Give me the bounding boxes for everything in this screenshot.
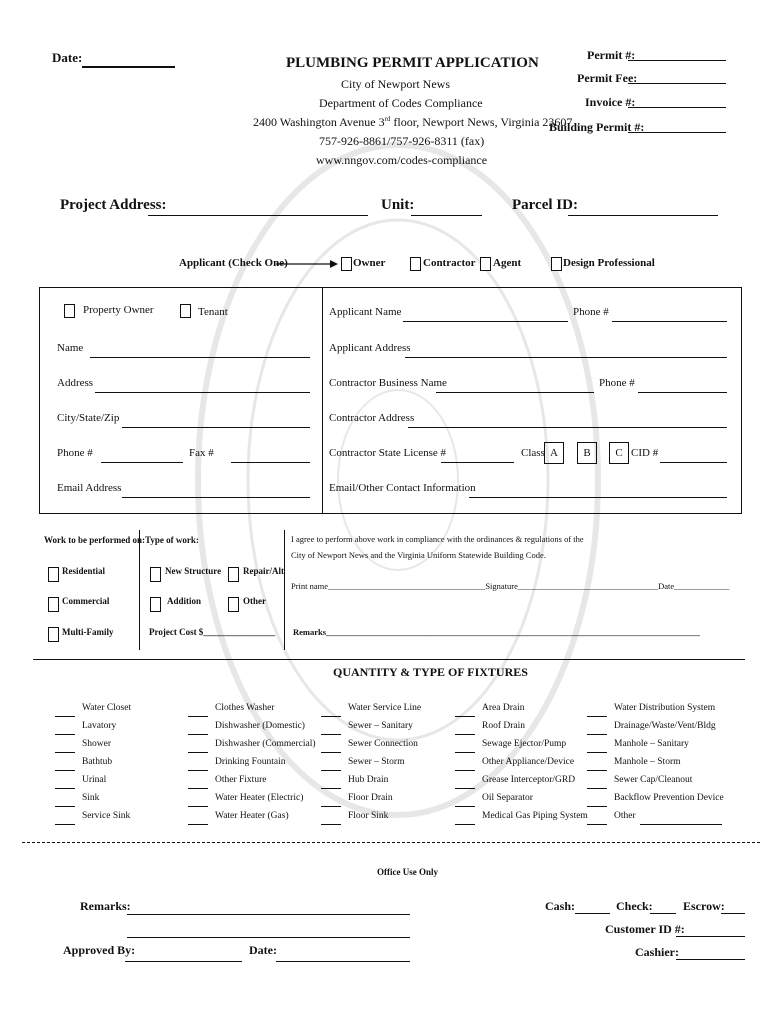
fixture-row: Floor Sink (321, 807, 421, 825)
email-other-field[interactable] (469, 497, 727, 498)
invoice-no-label: Invoice #: (585, 95, 636, 109)
fixture-qty[interactable] (188, 812, 208, 825)
fixtures-column-4 (455, 699, 588, 825)
fixture-row: Other Fixture (188, 771, 316, 789)
owner-name-label: Name (57, 342, 84, 354)
section-divider (322, 287, 323, 513)
class-a-box[interactable]: A (544, 442, 564, 464)
cashier-label: Cashier: (635, 945, 679, 959)
fixture-qty[interactable] (455, 812, 475, 825)
business-name-label: Contractor Business Name (329, 377, 447, 389)
class-b-box[interactable]: B (577, 442, 597, 464)
office-remarks-field-2[interactable] (127, 937, 410, 938)
cash-field[interactable] (575, 913, 610, 914)
approved-by-label: Approved By: (63, 943, 136, 957)
fixture-qty[interactable] (55, 776, 75, 789)
owner-address-field[interactable] (95, 392, 310, 393)
fixture-qty[interactable] (587, 758, 607, 771)
fixture-row: Water Heater (Gas) (188, 807, 316, 825)
fixture-row: Clothes Washer (188, 699, 316, 717)
checkbox-addition[interactable] (150, 597, 161, 612)
fixture-qty[interactable] (587, 704, 607, 717)
option-design-professional-label: Design Professional (563, 257, 655, 269)
permit-no-label: Permit #: (587, 48, 636, 62)
fixture-qty[interactable] (188, 704, 208, 717)
customer-id-field[interactable] (676, 936, 745, 937)
cid-label: CID # (631, 447, 659, 459)
fixture-qty[interactable] (188, 722, 208, 735)
residential-label: Residential (62, 566, 106, 576)
owner-city-label: City/State/Zip (57, 412, 120, 424)
fixture-qty[interactable] (587, 776, 607, 789)
fixture-row: Urinal (55, 771, 131, 789)
applicant-phone-label: Phone # (573, 306, 609, 318)
checkbox-other-work[interactable] (228, 597, 239, 612)
approved-by-field[interactable] (125, 961, 242, 962)
office-remarks-field[interactable] (127, 914, 410, 915)
fixture-row: Dishwasher (Domestic) (188, 717, 316, 735)
option-contractor-label: Contractor (423, 257, 476, 269)
fixture-qty[interactable] (321, 740, 341, 753)
permit-no-field[interactable] (628, 60, 726, 61)
date-field[interactable] (82, 66, 175, 68)
checkbox-repair-alt[interactable] (228, 567, 239, 582)
email-other-label: Email/Other Contact Information (329, 482, 476, 494)
fixture-qty[interactable] (55, 794, 75, 807)
contractor-address-label: Contractor Address (329, 412, 415, 424)
fixture-row: Bathtub (55, 753, 131, 771)
owner-phone-field[interactable] (101, 462, 183, 463)
checkbox-residential[interactable] (48, 567, 59, 582)
check-label: Check: (616, 899, 653, 913)
class-label: Class (521, 447, 545, 459)
fixture-qty[interactable] (55, 812, 75, 825)
applicant-address-label: Applicant Address (329, 342, 411, 354)
fixture-qty[interactable] (188, 776, 208, 789)
unit-field[interactable] (411, 215, 482, 216)
cid-field[interactable] (660, 462, 727, 463)
fixture-qty[interactable] (55, 758, 75, 771)
addition-label: Addition (167, 596, 202, 606)
fixture-qty[interactable] (321, 794, 341, 807)
project-address-label: Project Address: (60, 197, 167, 213)
multifamily-label: Multi-Family (62, 627, 114, 637)
fixture-qty[interactable] (321, 722, 341, 735)
checkbox-multifamily[interactable] (48, 627, 59, 642)
business-name-field[interactable] (436, 392, 594, 393)
fixture-row: Water Distribution System (587, 699, 724, 717)
fixture-row: Manhole – Storm (587, 753, 724, 771)
license-label: Contractor State License # (329, 447, 446, 459)
fixture-qty[interactable] (55, 740, 75, 753)
work-divider-1 (139, 530, 140, 650)
owner-email-label: Email Address (57, 482, 122, 494)
permit-fee-field[interactable] (628, 83, 726, 84)
fixture-qty[interactable] (321, 704, 341, 717)
fixture-row: Drinking Fountain (188, 753, 316, 771)
fixture-row: Water Service Line (321, 699, 421, 717)
fixture-row: Sewer – Sanitary (321, 717, 421, 735)
fixture-qty[interactable] (55, 704, 75, 717)
checkbox-contractor[interactable] (410, 257, 421, 271)
office-divider (22, 842, 760, 843)
fixture-qty[interactable] (587, 794, 607, 807)
fixture-qty[interactable] (455, 776, 475, 789)
contractor-address-field[interactable] (408, 427, 727, 428)
fixtures-title: QUANTITY & TYPE OF FIXTURES (333, 665, 528, 679)
business-phone-label: Phone # (599, 377, 635, 389)
fixture-row: Shower (55, 735, 131, 753)
fixture-row: Roof Drain (455, 717, 588, 735)
project-cost-field[interactable]: Project Cost $________________ (149, 627, 276, 637)
office-remarks-label: Remarks: (80, 899, 131, 913)
escrow-label: Escrow: (683, 899, 725, 913)
fixture-qty[interactable] (321, 812, 341, 825)
license-field[interactable] (441, 462, 514, 463)
fixture-row: Water Heater (Electric) (188, 789, 316, 807)
other-fixture-field[interactable] (640, 812, 722, 825)
fixture-row: Area Drain (455, 699, 588, 717)
agreement-line-2: City of Newport News and the Virginia Uniform Statewide Building Code. (291, 550, 546, 560)
fixture-row: Floor Drain (321, 789, 421, 807)
fixture-qty[interactable] (55, 722, 75, 735)
date-label: Date: (52, 50, 83, 65)
fixture-row: Manhole – Sanitary (587, 735, 724, 753)
work-remarks-field[interactable]: Remarks________________________________________________________________________________________ (293, 627, 701, 637)
fixtures-column-2 (188, 699, 316, 825)
fixture-qty[interactable] (455, 740, 475, 753)
fixture-row: Backflow Prevention Device (587, 789, 724, 807)
escrow-field[interactable] (721, 913, 745, 914)
fixture-row: Other Appliance/Device (455, 753, 588, 771)
fixture-row: Grease Interceptor/GRD (455, 771, 588, 789)
fixture-row: Medical Gas Piping System (455, 807, 588, 825)
fixture-row: Sewer – Storm (321, 753, 421, 771)
applicant-name-label: Applicant Name (329, 306, 402, 318)
fixture-row: Oil Separator (455, 789, 588, 807)
checkbox-agent[interactable] (480, 257, 491, 271)
fixture-qty[interactable] (455, 794, 475, 807)
fixtures-column-3 (321, 699, 421, 825)
commercial-label: Commercial (62, 596, 110, 606)
owner-email-field[interactable] (122, 497, 310, 498)
fixture-row: Lavatory (55, 717, 131, 735)
class-c-box[interactable]: C (609, 442, 629, 464)
unit-label: Unit: (381, 197, 415, 213)
fixture-qty[interactable] (587, 812, 607, 825)
invoice-no-field[interactable] (628, 107, 726, 108)
org-website: www.nngov.com/codes-compliance (316, 153, 488, 167)
fixture-row: Hub Drain (321, 771, 421, 789)
fixture-row: Sewer Connection (321, 735, 421, 753)
customer-id-label: Customer ID #: (605, 922, 685, 936)
form-title: PLUMBING PERMIT APPLICATION (286, 55, 539, 71)
fixture-qty[interactable] (587, 740, 607, 753)
arrow-right-icon (276, 258, 338, 270)
owner-phone-label: Phone # (57, 447, 93, 459)
option-owner-label: Owner (353, 257, 386, 269)
fixture-qty[interactable] (321, 758, 341, 771)
owner-address-label: Address (57, 377, 94, 389)
fixture-row: Sewage Ejector/Pump (455, 735, 588, 753)
department: Department of Codes Compliance (319, 96, 483, 110)
office-date-field[interactable] (276, 961, 410, 962)
applicant-address-field[interactable] (405, 357, 727, 358)
cash-label: Cash: (545, 899, 576, 913)
org-phone: 757-926-8861/757-926-8311 (fax) (319, 134, 485, 148)
fixture-qty[interactable] (321, 776, 341, 789)
office-date-label: Date: (249, 943, 277, 957)
print-name-signature-date-field[interactable]: Print name_____________________________________Signature_________________________________Date_____________ (291, 581, 730, 591)
work-divider-2 (284, 530, 285, 650)
fixture-qty[interactable] (188, 758, 208, 771)
fixture-qty[interactable] (455, 704, 475, 717)
checkbox-design-professional[interactable] (551, 257, 562, 271)
fixture-row: Dishwasher (Commercial) (188, 735, 316, 753)
fixture-qty[interactable] (455, 722, 475, 735)
fixture-row: Sewer Cap/Cleanout (587, 771, 724, 789)
check-field[interactable] (650, 913, 676, 914)
fixture-row: Other (587, 807, 724, 825)
checkbox-tenant[interactable] (180, 304, 191, 318)
org-name: City of Newport News (341, 77, 450, 91)
type-of-work-label: Type of work: (145, 535, 199, 545)
building-permit-label: Building Permit #: (549, 120, 645, 134)
fixture-qty[interactable] (455, 758, 475, 771)
applicant-type-label: Applicant (Check One) (179, 257, 288, 269)
agreement-line-1: I agree to perform above work in compliance with the ordinances & regulations of the (291, 534, 584, 544)
applicant-phone-field[interactable] (612, 321, 727, 322)
project-address-field[interactable] (148, 215, 368, 216)
checkbox-commercial[interactable] (48, 597, 59, 612)
permit-fee-label: Permit Fee: (577, 71, 638, 85)
checkbox-new-structure[interactable] (150, 567, 161, 582)
owner-fax-field[interactable] (231, 462, 310, 463)
tenant-label: Tenant (198, 306, 228, 318)
owner-fax-label: Fax # (189, 447, 214, 459)
business-phone-field[interactable] (638, 392, 727, 393)
building-permit-field[interactable] (628, 132, 726, 133)
cashier-field[interactable] (676, 959, 745, 960)
fixture-qty[interactable] (188, 794, 208, 807)
parcel-id-label: Parcel ID: (512, 197, 578, 213)
applicant-name-field[interactable] (403, 321, 568, 322)
property-owner-label: Property Owner (83, 304, 154, 316)
parcel-id-field[interactable] (568, 215, 718, 216)
fixture-qty[interactable] (188, 740, 208, 753)
owner-name-field[interactable] (90, 357, 310, 358)
repair-alt-label: Repair/Alt (243, 566, 284, 576)
fixtures-column-1 (55, 699, 131, 825)
work-performed-label: Work to be performed on: (44, 535, 145, 545)
checkbox-property-owner[interactable] (64, 304, 75, 318)
office-use-label: Office Use Only (377, 867, 438, 877)
org-address: 2400 Washington Avenue 3rd floor, Newport News, Virginia 23607 (253, 115, 573, 129)
fixtures-divider (33, 659, 745, 660)
fixture-row: Water Closet (55, 699, 131, 717)
fixture-row: Sink (55, 789, 131, 807)
other-work-label: Other (243, 596, 266, 606)
fixture-row: Service Sink (55, 807, 131, 825)
fixture-row: Drainage/Waste/Vent/Bldg (587, 717, 724, 735)
checkbox-owner[interactable] (341, 257, 352, 271)
new-structure-label: New Structure (165, 566, 222, 576)
option-agent-label: Agent (493, 257, 522, 269)
fixture-qty[interactable] (587, 722, 607, 735)
fixtures-column-5 (587, 699, 724, 825)
owner-city-field[interactable] (122, 427, 310, 428)
